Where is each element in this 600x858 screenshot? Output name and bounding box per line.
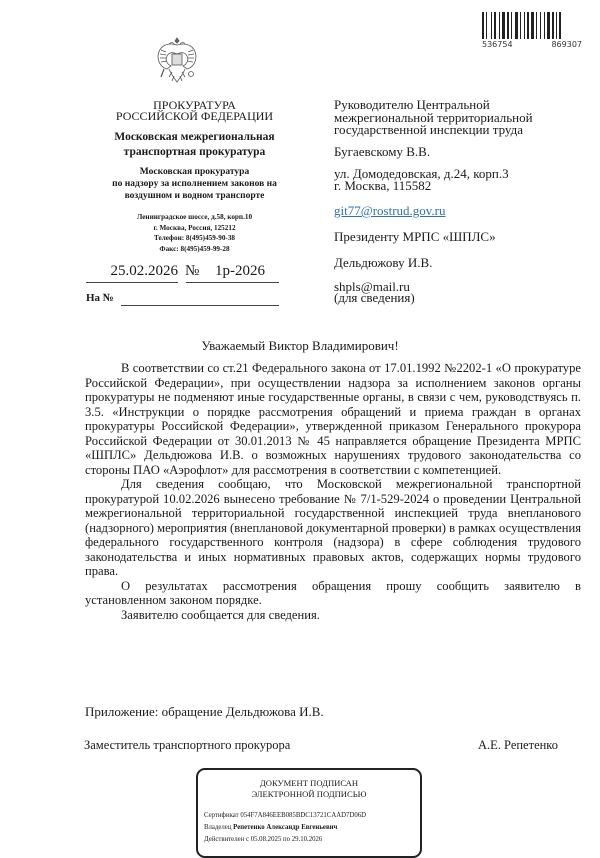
barcode-bars <box>482 12 582 39</box>
barcode-bar <box>491 12 492 39</box>
addressee-address <box>334 168 509 191</box>
barcode-bar <box>531 12 534 39</box>
stamp-owner <box>204 824 337 831</box>
letter-body <box>85 361 581 622</box>
owner-value: Репетенко Александр Евгеньевич <box>233 824 338 831</box>
addressee-address1: ул. Домодедовская, д.24, корп.3 <box>334 166 509 181</box>
barcode-bar <box>486 12 487 39</box>
sender-org-line2: транспортная прокуратура <box>123 146 266 158</box>
sender-header <box>82 100 307 122</box>
sender-suborganization <box>82 166 307 202</box>
barcode-bar <box>524 12 525 39</box>
addressee-address2: г. Москва, 115582 <box>334 177 432 193</box>
electronic-signature-stamp <box>196 768 422 858</box>
signer-name: А.Е. Репетенко <box>478 738 558 752</box>
paragraph: О результатах рассмотрения обращения прошу сообщить заявителю в установленном законом порядке. <box>85 578 581 607</box>
sender-line1: ПРОКУРАТУРА <box>153 98 236 112</box>
sender-sub-line1: Московская прокуратура <box>139 167 250 177</box>
sender-phone: Телефон: 8(495)459-90-38 <box>153 234 236 242</box>
paragraph: Заявителю сообщается для сведения. <box>121 607 320 622</box>
number-sign: № <box>185 263 200 279</box>
stamp-title-line1: ДОКУМЕНТ ПОДПИСАН <box>259 778 359 788</box>
valid-label: Действителен <box>204 836 245 843</box>
valid-to-prefix: по <box>282 836 291 843</box>
paragraph: Для сведения сообщаю, что Московской межрегиональной транспортной прокуратурой 10.02.2026 вынесено требование № 7/1-529-2024 о проведении Центральной межрегиональной территориальной государственной инспекцией труда внепланового (надзорного) мероприятия (внеплановой документарной проверки) в рамках осуществления федерального государственного контроля (надзора) в сфере соблюдения трудового законодательства и иных нормативных правовых актов, содержащих нормы трудового права. <box>85 477 581 578</box>
addressee-name: Бугаевскому В.В. <box>334 144 431 159</box>
barcode-bar <box>547 12 550 39</box>
sender-sub-line2: по надзору за исполнением законов на <box>112 179 277 189</box>
date-underline <box>86 282 178 283</box>
barcode <box>482 6 600 50</box>
salutation: Уважаемый Виктор Владимирович! <box>201 338 399 353</box>
barcode-bar <box>494 12 496 39</box>
reply-to-label: На № <box>86 292 114 304</box>
addressee-email-link[interactable]: git77@rostrud.gov.ru <box>334 203 446 218</box>
barcode-bar <box>482 12 484 39</box>
cert-label: Сертификат <box>204 812 239 819</box>
cc-name: Дельдюжову И.В. <box>334 255 433 270</box>
barcode-bar <box>507 12 509 39</box>
barcode-bar <box>536 12 537 39</box>
barcode-digits <box>482 40 582 49</box>
barcode-bar <box>540 12 541 39</box>
sender-sub-line3: воздушном и водном транспорте <box>124 191 265 201</box>
signer-role: Заместитель транспортного прокурора <box>84 738 291 752</box>
barcode-bar <box>520 12 521 39</box>
reply-to-underline <box>121 305 279 306</box>
paragraph: В соответствии со ст.21 Федерального закона от 17.01.1992 №2202-1 «О прокуратуре Российской Федерации», при осуществлении надзора за исполнением законов органы прокуратуры не подменяют иные государственные органы, в связи с чем, руководствуясь п. 3.5. «Инструкции о порядке рассмотрения обращений и приема граждан в органах прокуратуры Российской Федерации», утвержденной приказом Генерального прокурора Российской Федерации от 30.01.2013 № 45 направляется обращение Президента МРПС «ШПЛС» Дельдюжова И.В. о возможных нарушениях трудового законодательства со стороны ПАО «Аэрофлот» для рассмотрения в соответствии с компетенцией. <box>85 361 581 477</box>
owner-label: Владелец <box>204 824 232 831</box>
addressee-title-line2: межрегиональной территориальной <box>334 109 533 125</box>
barcode-bar <box>556 12 557 39</box>
sender-fax: Факс: 8(495)459-99-28 <box>159 244 230 253</box>
attachment-note: Приложение: обращение Дельдюжова И.В. <box>85 704 324 719</box>
sender-contacts <box>82 212 307 254</box>
sender-organization <box>82 130 307 160</box>
number-underline <box>186 282 279 283</box>
cert-value: 054F7A846EEB085BDC13721CAAD7D06D <box>240 812 367 819</box>
barcode-bar <box>527 12 529 39</box>
addressee-title-line1: Руководителю Центральной <box>334 97 490 112</box>
barcode-left-digits: 536754 <box>482 40 513 49</box>
barcode-bar <box>552 12 554 39</box>
valid-from: 05.08.2025 <box>250 836 282 843</box>
stamp-validity <box>204 836 322 843</box>
stamp-certificate <box>204 812 366 819</box>
cc-title: Президенту МРПС «ШПЛС» <box>334 229 496 244</box>
valid-to: 29.10.2026 <box>291 836 323 843</box>
registration-date: 25.02.2026 <box>110 263 178 279</box>
barcode-bar <box>511 12 512 39</box>
sender-org-line1: Московская межрегиональная <box>114 131 275 143</box>
barcode-bar <box>499 12 500 39</box>
barcode-right-digits: 869307 <box>551 40 582 49</box>
addressee-title-line3: государственной инспекции труда <box>334 122 523 137</box>
cc-email: shpls@mail.ru <box>334 279 410 294</box>
addressee-title <box>334 99 533 137</box>
cc-contact <box>334 281 415 303</box>
registration-number: 1р-2026 <box>215 263 265 279</box>
barcode-bar <box>502 12 505 39</box>
sender-line2: РОССИЙСКОЙ ФЕДЕРАЦИИ <box>115 109 274 123</box>
valid-from-prefix: с <box>245 836 249 843</box>
stamp-title <box>198 778 420 800</box>
barcode-bar <box>544 12 545 39</box>
stamp-title-line2: ЭЛЕКТРОННОЙ ПОДПИСЬЮ <box>251 789 367 799</box>
cc-note: (для сведения) <box>334 290 415 305</box>
barcode-bar <box>559 12 561 39</box>
russian-coat-of-arms-icon <box>155 36 199 84</box>
sender-address1: Ленинградское шоссе, д.58, корп.10 <box>136 213 253 221</box>
barcode-bar <box>515 12 518 39</box>
sender-address2: г. Москва, Россия, 125212 <box>153 223 236 232</box>
